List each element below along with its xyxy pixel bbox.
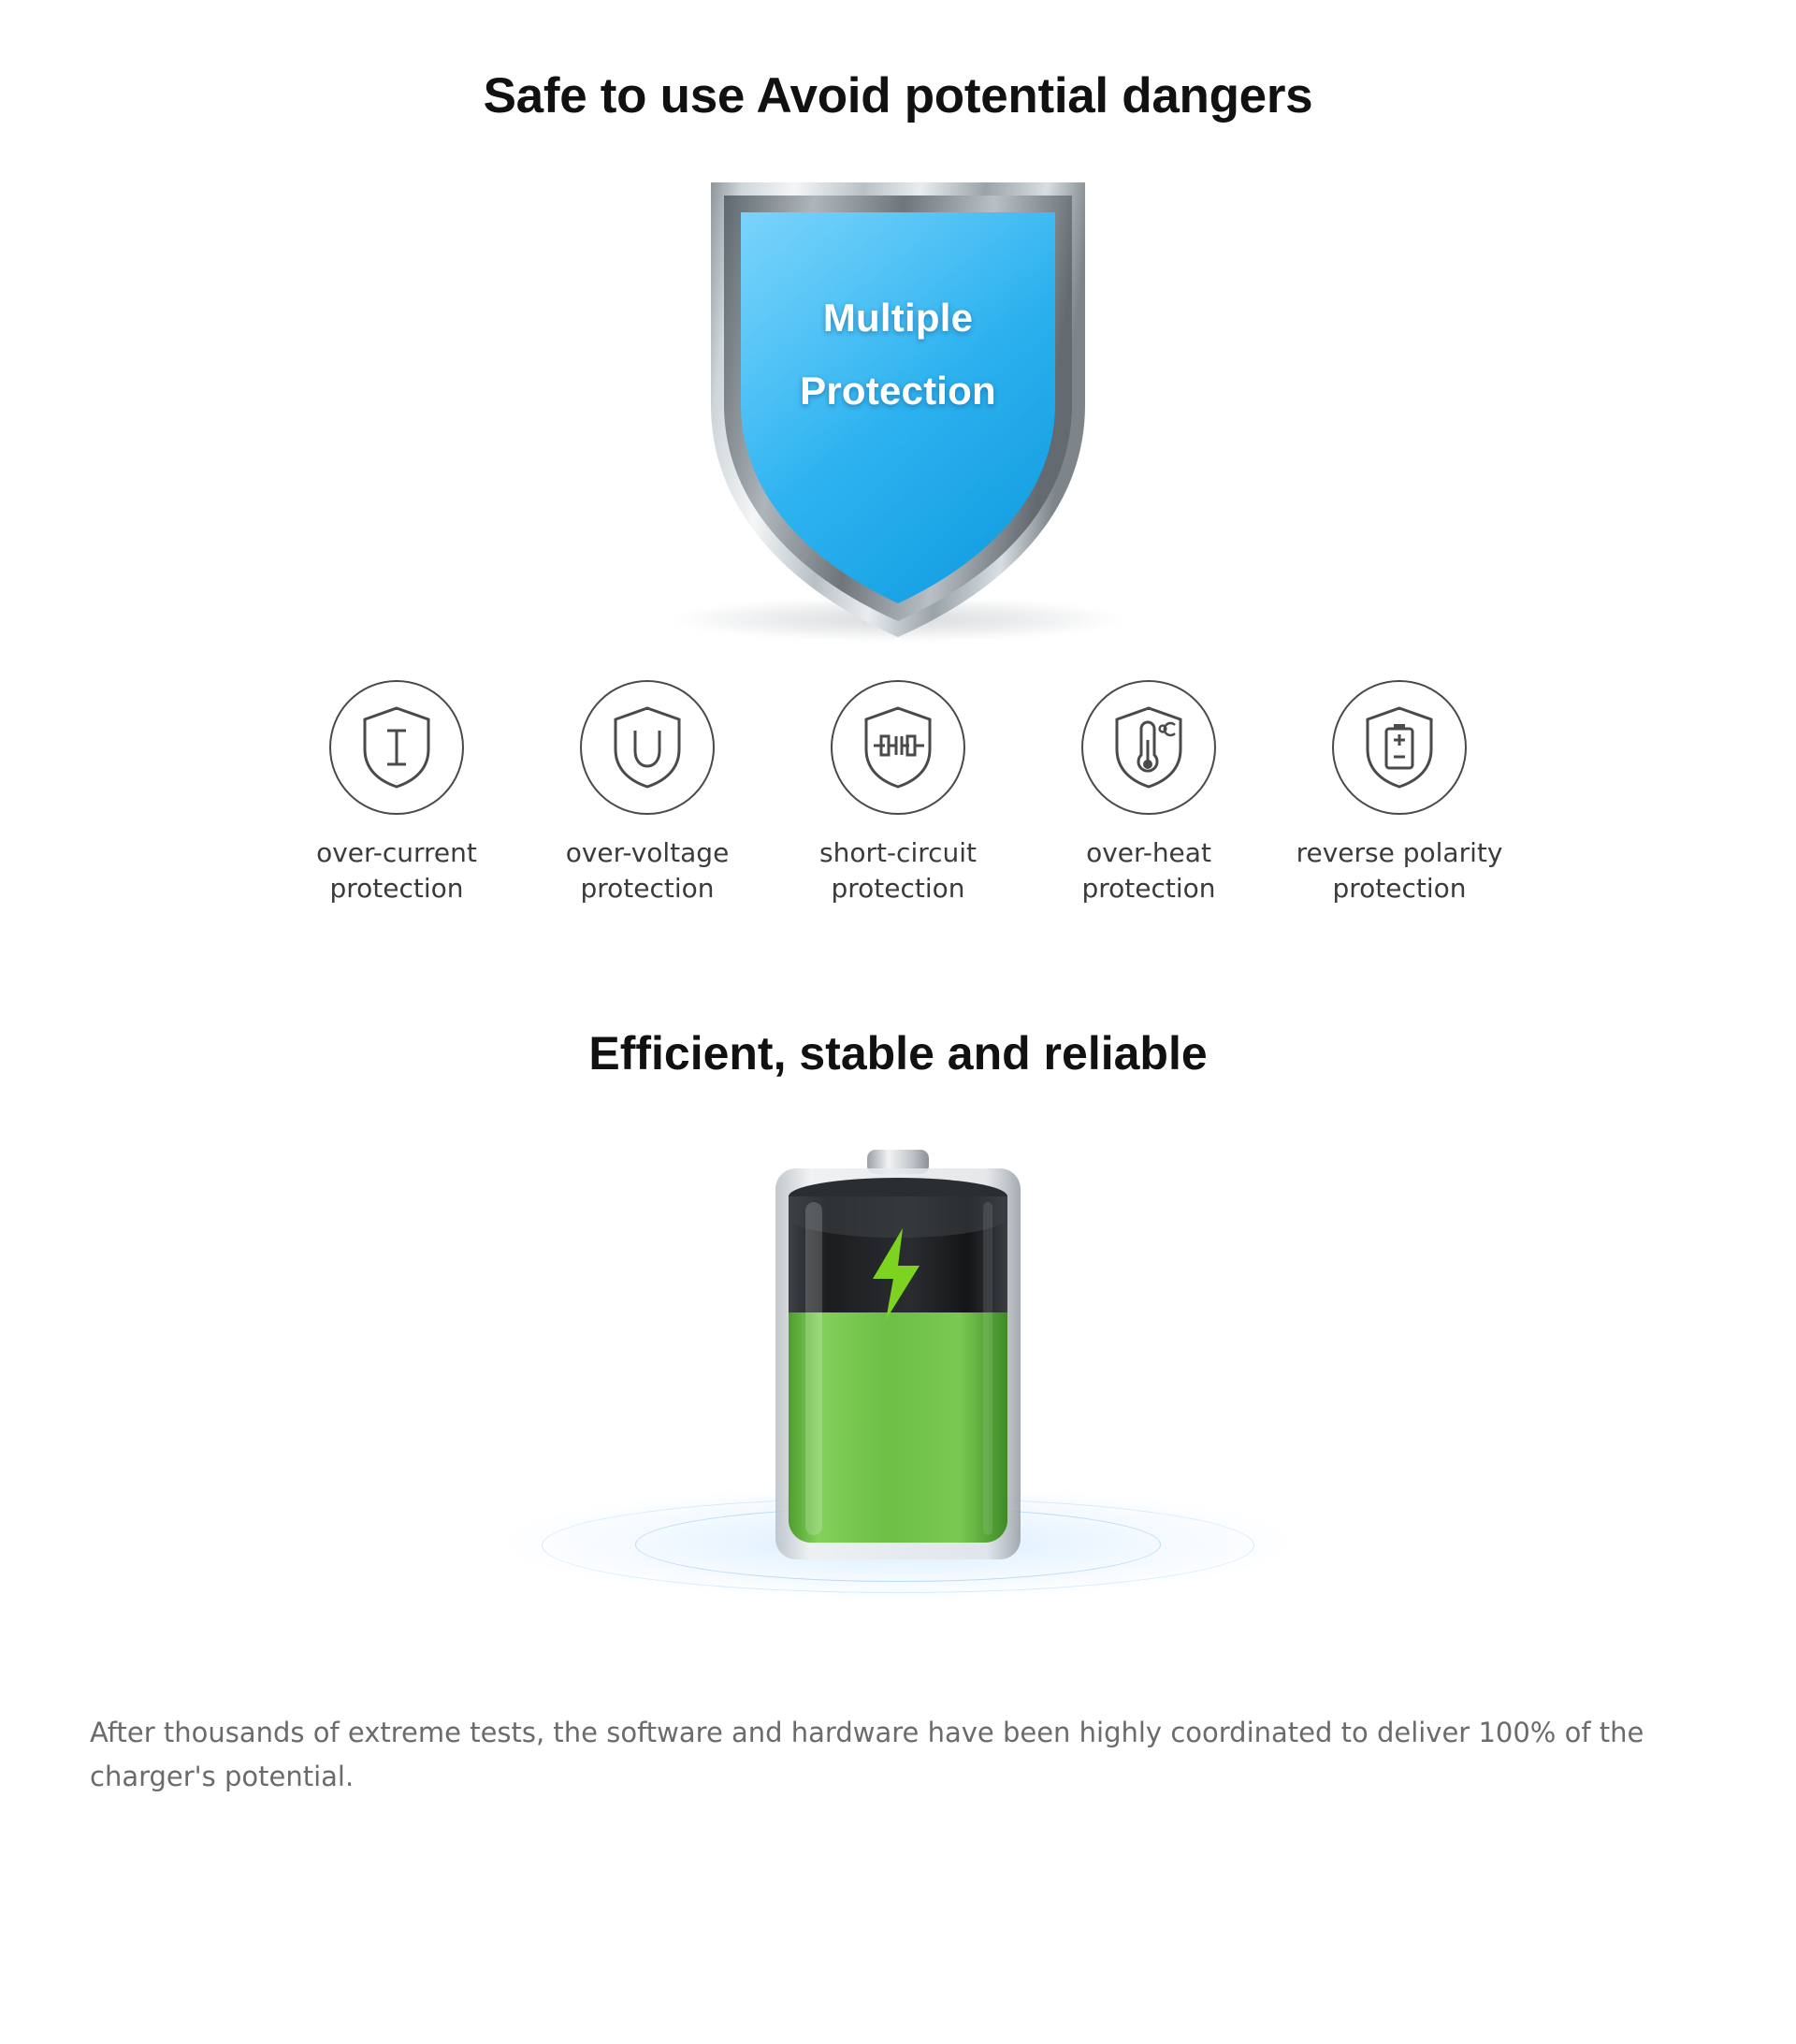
shield-caption-line1: Multiple [822, 296, 974, 340]
shield-caption-line2: Protection [800, 368, 996, 413]
protection-item-over-current [271, 680, 522, 906]
over-voltage-shield-icon [580, 680, 715, 815]
over-current-shield-icon [329, 680, 464, 815]
protection-label: reverse polarity protection [1296, 837, 1503, 904]
multiple-protection-shield-icon [692, 171, 1104, 648]
protection-label: short-circuit protection [818, 837, 978, 904]
safety-heading: Safe to use Avoid potential dangers [483, 68, 1313, 123]
protection-label: over-heat protection [1081, 837, 1216, 904]
over-heat-thermometer-icon [1081, 680, 1216, 815]
performance-heading: Efficient, stable and reliable [588, 1026, 1208, 1080]
performance-footnote: After thousands of extreme tests, the software and hardware have been highly coordinated to deliver 100% of the charger's potential. [90, 1716, 1644, 1793]
reverse-polarity-battery-icon [1332, 680, 1467, 815]
shield-illustration [0, 171, 1796, 648]
battery-illustration [0, 1146, 1796, 1632]
protection-item-short-circuit [773, 680, 1023, 906]
protection-label: over-current protection [316, 837, 477, 904]
protection-features-row [0, 680, 1796, 906]
battery-charging-icon [762, 1146, 1034, 1586]
short-circuit-shield-icon [831, 680, 965, 815]
protection-item-reverse-polarity [1274, 680, 1525, 906]
protection-item-over-voltage [522, 680, 773, 906]
protection-item-over-heat [1023, 680, 1274, 906]
protection-label: over-voltage protection [565, 837, 730, 904]
